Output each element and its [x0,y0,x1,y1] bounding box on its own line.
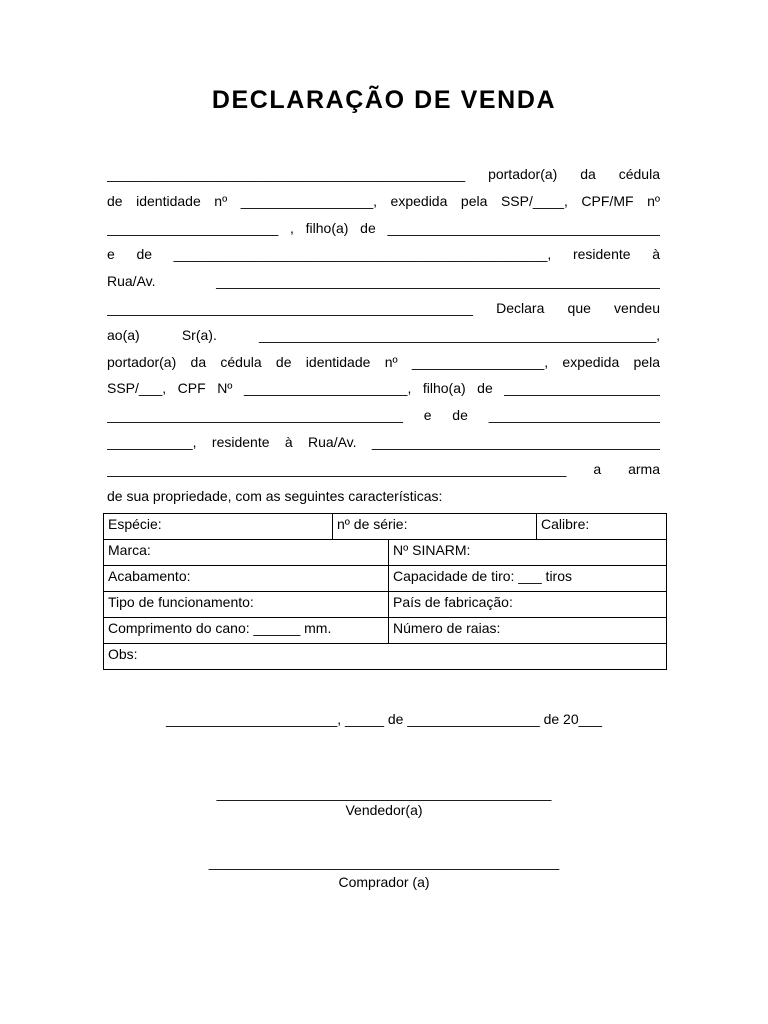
serial-number-cell: nº de série: [333,514,537,540]
body-line: ______________________________________ e de ______________________ [107,407,660,424]
weapon-specs-table [103,513,667,670]
operation-type-cell: Tipo de funcionamento: [104,592,389,618]
marca-cell: Marca: [104,540,389,566]
body-line: ao(a) Sr(a). ___________________________________________________, [107,326,660,343]
body-line: Rua/Av. _________________________________________________________ [107,273,660,290]
especie-cell: Espécie: [104,514,333,540]
rifling-count-cell: Número de raias: [389,618,667,644]
declaration-body [107,161,660,509]
buyer-label: Comprador (a) [338,874,430,890]
body-line: de identidade nº _________________, expedida pela SSP/____, CPF/MF nº [107,192,660,209]
sinarm-cell: Nº SINARM: [389,540,667,566]
body-line: ______________________________________________ portador(a) da cédula [107,166,660,182]
table-row [104,592,667,618]
body-line: ___________________________________________________________ a arma [107,460,660,477]
obs-cell: Obs: [104,644,667,670]
body-line: de sua propriedade, com as seguintes características: [107,487,443,504]
body-line: SSP/___, CPF Nº _____________________, filho(a) de ____________________ [107,380,660,397]
table-row [104,566,667,592]
document-title: DECLARAÇÃO DE VENDA [211,86,557,114]
buyer-signature-line: _____________________________________________ [208,854,560,870]
seller-signature-line: ___________________________________________ [216,785,552,801]
table-row [104,514,667,540]
table-row [104,644,667,670]
body-line: e de ________________________________________________, residente à [107,246,660,263]
capacity-cell: Capacidade de tiro: ___ tiros [389,566,667,592]
seller-label: Vendedor(a) [345,802,423,818]
country-cell: País de fabricação: [389,592,667,618]
barrel-length-cell: Comprimento do cano: ______ mm. [104,618,389,644]
body-line: _______________________________________________ Declara que vendeu [107,299,660,316]
body-line: portador(a) da cédula de identidade nº _________________, expedida pela [107,353,660,370]
date-line: ______________________, _____ de _________________ de 20___ [165,711,602,727]
body-line: ___________, residente à Rua/Av. _____________________________________ [107,433,660,450]
table-row [104,618,667,644]
acabamento-cell: Acabamento: [104,566,389,592]
body-line: ______________________ , filho(a) de ___________________________________ [107,219,660,236]
table-row [104,540,667,566]
calibre-cell: Calibre: [537,514,667,540]
